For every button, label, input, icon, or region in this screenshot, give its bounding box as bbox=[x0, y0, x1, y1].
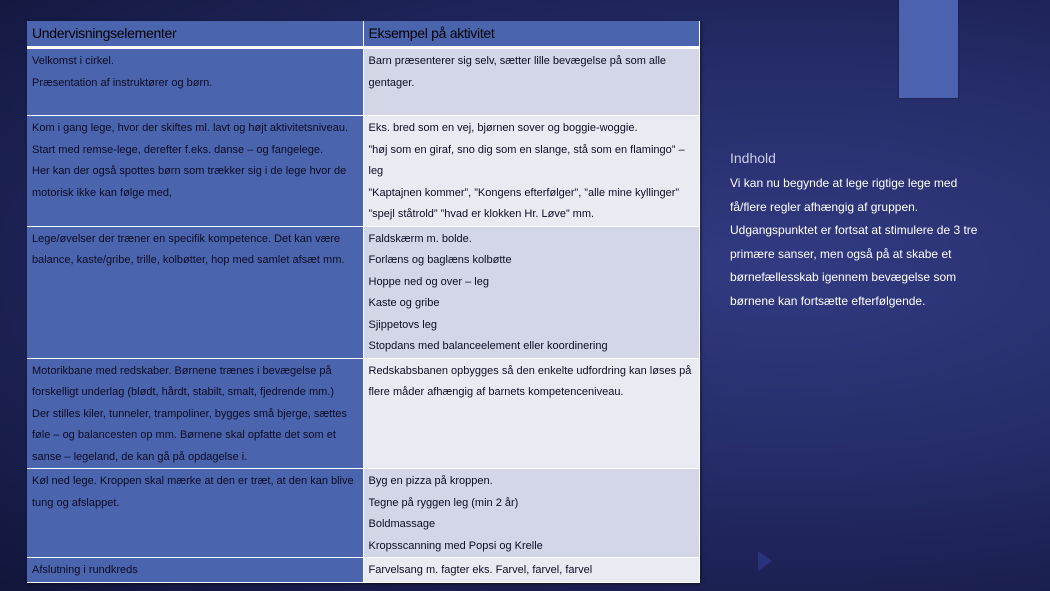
activity-cell bbox=[363, 226, 699, 358]
lesson-table bbox=[27, 21, 700, 583]
accent-bar bbox=[899, 0, 958, 98]
cell-line: ”høj som en giraf, sno dig som en slange, stå som en flamingo” – leg bbox=[368, 143, 685, 177]
cell-line: Hoppe ned og over – leg bbox=[368, 275, 489, 288]
cell-line: Velkomst i cirkel. bbox=[32, 55, 114, 67]
content-panel bbox=[730, 150, 990, 314]
cell-line: Præsentation af instruktører og børn. bbox=[32, 76, 213, 89]
cell-line: Redskabsbanen opbygges så den enkelte udfordring kan løses på flere måder afhængig af barnets kompetenceniveau. bbox=[368, 364, 692, 398]
cell-line: Her kan der også spottes børn som trækker sig i de lege hvor de motorisk ikke kan følge med, bbox=[32, 165, 347, 199]
table-row bbox=[27, 358, 699, 469]
cell-line: Motorikbane med redskaber. Børnene trænes i bevægelse på forskelligt underlag (blødt, hårdt, stabilt, smalt, fjedrende mm.) bbox=[32, 364, 335, 398]
content-body: Vi kan nu begynde at lege rigtige lege med få/flere regler afhængig af gruppen. Udgangspunktet er fortsat at stimulere de 3 tre primære sanser, men også på at skabe et børnefællesskab igennem bevægelse som børnene kan fortsætte efterfølgende. bbox=[730, 176, 978, 308]
cell-line: Kaste og gribe bbox=[368, 297, 440, 309]
cell-line: Byg en pizza på kroppen. bbox=[368, 475, 493, 487]
cell-line: Stopdans med balanceelement eller koordinering bbox=[368, 340, 608, 352]
cell-line: Start med remse-lege, derefter f.eks. danse – og fangelege. bbox=[32, 143, 324, 156]
activity-cell bbox=[363, 358, 699, 469]
column-header-activity: Eksempel på aktivitet bbox=[363, 21, 699, 48]
activity-cell bbox=[363, 469, 699, 558]
activity-cell bbox=[363, 48, 699, 116]
cell-line: Køl ned lege. Kroppen skal mærke at den er træt, at den kan blive tung og afslappet. bbox=[32, 475, 354, 509]
cell-line: Barn præsenterer sig selv, sætter lille bevægelse på som alle gentager. bbox=[368, 55, 667, 89]
cell-line: ”Kaptajnen kommer”, ”Kongens efterfølger”, ”alle mine kyllinger” ”spejl ståtrold” ”hvad er klokken Hr. Løve” mm. bbox=[368, 186, 680, 220]
cell-line: Forlæns og baglæns kolbøtte bbox=[368, 254, 512, 266]
table-row bbox=[27, 226, 699, 358]
activity-cell bbox=[363, 116, 699, 227]
activity-cell bbox=[363, 558, 699, 583]
column-header-elements: Undervisningselementer bbox=[27, 21, 363, 48]
element-cell bbox=[27, 469, 363, 558]
cell-line: Der stilles kiler, tunneler, trampoliner, bygges små bjerge, sættes føle – og balancesten op mm. Børnene skal opfatte det som et sanse – legeland, de kan gå på opdagelse i. bbox=[32, 407, 347, 463]
content-heading: Indhold bbox=[730, 150, 776, 166]
element-cell bbox=[27, 116, 363, 227]
element-cell bbox=[27, 226, 363, 358]
table-row bbox=[27, 48, 699, 116]
cell-line: Lege/øvelser der træner en specifik kompetence. Det kan være balance, kaste/gribe, trille, kolbøtter, hop med samlet afsæt mm. bbox=[32, 232, 345, 266]
cell-line: Farvelsang m. fagter eks. Farvel, farvel, farvel bbox=[368, 564, 593, 576]
element-cell bbox=[27, 48, 363, 116]
cell-line: Kom i gang lege, hvor der skiftes ml. lavt og højt aktivitetsniveau. bbox=[32, 122, 349, 134]
table-row bbox=[27, 558, 699, 583]
cell-line: Sjippetovs leg bbox=[368, 318, 437, 331]
element-cell bbox=[27, 558, 363, 583]
cell-line: Eks. bred som en vej, bjørnen sover og boggie-woggie. bbox=[368, 122, 638, 134]
cell-line: Afslutning i rundkreds bbox=[32, 564, 138, 576]
table-row bbox=[27, 116, 699, 227]
cell-line: Tegne på ryggen leg (min 2 år) bbox=[368, 496, 519, 509]
decorative-arrow-icon bbox=[758, 551, 772, 571]
table-header-row bbox=[27, 21, 699, 48]
table-row bbox=[27, 469, 699, 558]
cell-line: Boldmassage bbox=[368, 518, 436, 530]
cell-line: Faldskærm m. bolde. bbox=[368, 232, 472, 245]
element-cell bbox=[27, 358, 363, 469]
cell-line: Kropsscanning med Popsi og Krelle bbox=[368, 539, 543, 552]
